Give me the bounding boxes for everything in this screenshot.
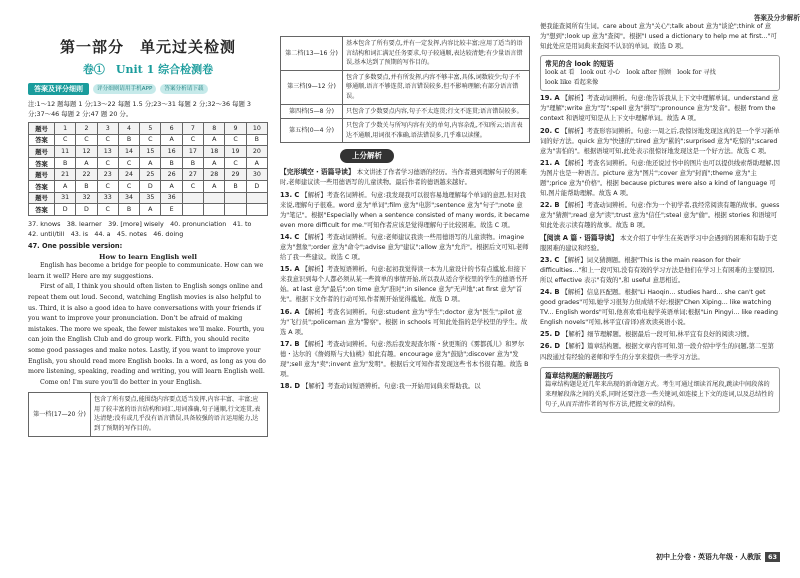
- answer-cell: 18: [204, 146, 225, 158]
- item-text: 本文讲述了作者学习德语的经历。当作者遇到理解句子的困难时,老师建议读一些用德语写的儿童读物。最后作者的德语越来越好。: [280, 169, 527, 187]
- footer-text: 初中上分卷・英语九年级・人教版: [655, 553, 761, 561]
- answer-cell: 17: [182, 146, 203, 158]
- page-title: 第一部分 单元过关检测: [59, 38, 236, 56]
- grade-table-part1: [28, 392, 268, 436]
- answer-cell: C: [225, 157, 246, 169]
- answer-cell: 36: [161, 192, 182, 204]
- answer-cell: 28: [204, 169, 225, 181]
- explanation-item: [280, 339, 530, 380]
- item-number: 20. C: [540, 126, 560, 135]
- item-number: 17. B: [280, 339, 300, 348]
- answer-cell: A: [76, 157, 97, 169]
- grade-level: 第五档(0—4 分): [281, 119, 343, 143]
- answer-cell: 19: [225, 146, 246, 158]
- item-number: 25. D: [540, 330, 561, 339]
- explanation-item: [540, 93, 780, 124]
- answer-cell: 22: [76, 169, 97, 181]
- explanation-item: [540, 233, 780, 254]
- answer-cell: B: [225, 180, 246, 192]
- answer-row: [29, 134, 268, 146]
- tip-box: [540, 367, 780, 413]
- tip-box-title: 篇章结构题的解题技巧: [545, 371, 613, 380]
- answer-cell: 8: [204, 123, 225, 135]
- explanation-continued: 便我能查阅所有生词。care about 意为"关心";talk about 意为"谈论";think of 意为"想到";look up 意为"查阅"。根据"I used a dictionary to help me at first..."可知此处应是用词典来查阅不认识的单词。故选 D 项。: [540, 23, 777, 51]
- explanation-item: [540, 126, 780, 157]
- grade-row: [281, 70, 530, 104]
- item-number: 16. A: [280, 307, 300, 316]
- tip-box-body: 篇章结构题是近几年来出现的新命题方式。考生可通过细读首尾段,跳读中间段落的来理解段落之间的关系,同时还要注意一些关键词,如连接上下文的连词,以及总结性的句子,从而弄清作者的写作方法,把握文章的结构。: [545, 380, 774, 408]
- essay-body: [28, 261, 268, 388]
- explanation-list: [540, 93, 780, 362]
- item-text: 【解析】考查形容词辨析。句意:一周之后,我惊讶地发现这真的是一个学习新单词的好方法。quick 意为"快速的";tired 意为"累的";surprised 意为"吃惊的";scared 意为"害怕的"。根据语境可知,此处表示很惊讶地发现这是一个好方法。故选 C 项。: [540, 127, 780, 155]
- section-title: 上分解析: [340, 149, 394, 163]
- answer-cell: B: [76, 180, 97, 192]
- answer-cell: C: [55, 134, 76, 146]
- answer-row: [29, 123, 268, 135]
- answer-row-label: 题号: [29, 123, 55, 135]
- answer-row-label: 答案: [29, 180, 55, 192]
- explanation-item: [280, 167, 530, 188]
- grade-table-part2: [280, 36, 530, 143]
- answer-cell: 24: [118, 169, 139, 181]
- item-number: 21. A: [540, 158, 560, 167]
- grade-row: [281, 119, 530, 143]
- answer-cell: [182, 192, 203, 204]
- answer-bar: [28, 83, 268, 95]
- item-number: 24. B: [540, 287, 560, 296]
- essay-paragraph: Come on! I'm sure you'll do better in your English.: [40, 378, 202, 386]
- answer-cell: A: [55, 180, 76, 192]
- grade-desc: 包含了所有要点,能围绕内容要点适当发挥,内容丰富、丰富;应用了较丰富的语言结构和词汇,用词准确,句子通顺,行文连贯,表达清楚;没有或几乎没有语言错误,具备较强的语言运用能力,达到了预期的写作目的。: [91, 393, 268, 436]
- answer-cell: 23: [97, 169, 118, 181]
- explanation-item: [280, 381, 530, 392]
- fill-line: 37. knows 38. learner 39. [more] wisely 40. pronunciation 41. to: [28, 219, 252, 228]
- answer-cell: 32: [76, 192, 97, 204]
- answer-cell: C: [97, 134, 118, 146]
- answer-cell: B: [246, 134, 267, 146]
- answer-cell: [225, 192, 246, 204]
- answer-cell: A: [161, 180, 182, 192]
- answer-cell: 21: [55, 169, 76, 181]
- answer-cell: C: [76, 134, 97, 146]
- grade-level: 第二档(13—16 分): [281, 37, 343, 71]
- grade-row: [29, 393, 268, 436]
- answer-bar-pill: 评分细则请用手机APP: [93, 84, 156, 94]
- answer-cell: 33: [97, 192, 118, 204]
- answer-row-label: 答案: [29, 157, 55, 169]
- answer-cell: D: [246, 180, 267, 192]
- answer-cell: C: [97, 204, 118, 216]
- answer-row: [29, 192, 268, 204]
- page-footer: [656, 552, 780, 562]
- item-text: 【解析】篇章结构题。根据文章内容可知,第一段介绍中学生的问题,第二至第四段通过有经验的老师和学生的分享来提供一些学习方法。: [540, 343, 774, 361]
- grade-row: [281, 104, 530, 119]
- item-text: 【解析】考查名词辨析。句意:student 意为"学生";doctor 意为"医生";pilot 意为"飞行员";policeman 意为"警察"。根据 in schools 可知此处指的是学校里的学生。故选 A 项。: [280, 308, 528, 336]
- answer-cell: [246, 204, 267, 216]
- knowledge-line: look at 看 look out 小心 look after 照顾 look for 寻找: [545, 69, 716, 77]
- essay-heading: 47. One possible version:: [28, 242, 123, 251]
- answer-cell: 9: [225, 123, 246, 135]
- answer-cell: D: [55, 204, 76, 216]
- answer-cell: C: [97, 180, 118, 192]
- answer-row-label: 题号: [29, 146, 55, 158]
- explanation-list: [280, 167, 530, 392]
- knowledge-box-title: 常见的含 look 的短语: [545, 60, 614, 69]
- answer-cell: 14: [118, 146, 139, 158]
- knowledge-line: look like 看起来像: [545, 79, 599, 87]
- answer-cell: D: [140, 180, 161, 192]
- answer-cell: 25: [140, 169, 161, 181]
- item-number: 23. C: [540, 255, 560, 264]
- answer-cell: 26: [161, 169, 182, 181]
- item-text: 【解析】考查动词辨析。句意:作为一个初学者,我经常阅读有趣的故事。guess 意为"猜测";read 意为"读";trust 意为"信任";steal 意为"偷"。根据 stories 和语境可知此处表示读有趣的故事。故选 B 项。: [540, 202, 780, 230]
- answer-row: [29, 146, 268, 158]
- answer-cell: 7: [182, 123, 203, 135]
- essay-title: How to learn English well: [99, 253, 197, 262]
- answer-row: [29, 180, 268, 192]
- explanation-item: [280, 264, 530, 305]
- answer-row: [29, 169, 268, 181]
- answer-cell: A: [204, 134, 225, 146]
- answer-row-label: 题号: [29, 192, 55, 204]
- essay-paragraph: First of all, I think you should often listen to English songs online and repeat them out loud. Second, watching English movies is also helpful to us. Third, it is also a good idea to have conversations with your friends if you want to improve your pronunciation. Don't be afraid of making mistakes. The more we speak, the fewer mistakes we'll make. Fourth, you can join the English Club and do group work. Fifth, you should recite some good passages and make notes. Lastly, if you want to improve your English, you should read more English books. In a word, as long as you do more listening, speaking, reading and writing, you will learn English well.: [28, 283, 266, 376]
- page-header: 答案及分步解析: [753, 14, 800, 22]
- item-number: 15. A: [280, 265, 300, 274]
- answer-cell: 13: [97, 146, 118, 158]
- answer-cell: A: [204, 157, 225, 169]
- item-number: 26. D: [540, 342, 561, 351]
- item-number: 【阅读 A 篇・语篇导读】: [540, 233, 618, 242]
- answer-cell: C: [97, 157, 118, 169]
- answer-cell: B: [55, 157, 76, 169]
- answer-cell: 35: [140, 192, 161, 204]
- answer-cell: 15: [140, 146, 161, 158]
- answer-cell: A: [246, 157, 267, 169]
- answer-cell: [204, 192, 225, 204]
- item-text: 【解析】考查动词辨析。句意:他告诉我从上下文中理解单词。understand 意为"理解";write 意为"写";spell 意为"拼写";pronounce 意为"发音"。根据 from the context 和语境可知是从上下文中理解单词。故选 A 项。: [540, 95, 779, 123]
- answer-cell: B: [118, 204, 139, 216]
- answer-cell: 27: [182, 169, 203, 181]
- grade-desc: 基本包含了所有要点,并有一定发挥,内容比较丰富;应用了适当的语言结构和词汇满足任务要求,句子较通顺,表达较清楚;有少量语言错误,基本达到了预期的写作目的。: [343, 37, 530, 71]
- answer-cell: B: [182, 157, 203, 169]
- answer-cell: [204, 204, 225, 216]
- answer-cell: 1: [55, 123, 76, 135]
- answer-cell: B: [161, 157, 182, 169]
- score-note: 注:1～12 题每题 1 分;13～22 每题 1.5 分;23～31 每题 2 分;32～36 每题 3 分;37～46 每题 2 分;47 题 20 分。: [28, 100, 251, 118]
- answer-cell: C: [225, 134, 246, 146]
- grade-level: 第四档(5—8 分): [281, 104, 343, 119]
- item-text: 【解析】词义猜测题。根据"This is the main reason for their difficulties..."和上一段可知,没有有效的学习方法是他们在学习上有困难的主要原因,所以 effective 表示"有效的",和 useful 意思相近。: [540, 256, 775, 284]
- grade-desc: 只包含了少数关与所写内容有关的单句,内容杂乱,不知所云;语言表达不通顺,用词很不准确,语法错误多,几乎难以读懂。: [343, 119, 530, 143]
- answer-cell: C: [182, 134, 203, 146]
- explanation-item: [280, 307, 530, 338]
- page-subtitle: 卷① Unit 1 综合检测卷: [82, 63, 214, 76]
- answer-cell: [246, 192, 267, 204]
- item-number: 19. A: [540, 94, 560, 103]
- answer-bar-pill: 答案分析请下载: [160, 84, 207, 94]
- item-text: 【解析】考查动词辨析。句意:老师建议我读一些用德语写的儿童读物。imagine 意为"想象";order 意为"命令";advise 意为"建议";allow 意为"允许"。根据后文可知,老师给了我一些建议。故选 C 项。: [280, 233, 529, 262]
- item-text: 本文介绍了中学生在英语学习中会遇到的困难和有助于克服困难的建议和经验。: [540, 234, 778, 252]
- answer-cell: C: [118, 180, 139, 192]
- answer-cell: C: [140, 134, 161, 146]
- fill-line: 42. until/till 43. is 44. a 45. notes 46. doing: [28, 229, 184, 238]
- grade-desc: 只包含了少数要点内容,句子不太连贯;行文不连贯;语言错误较多。: [343, 104, 530, 119]
- answer-cell: C: [182, 180, 203, 192]
- column-left: [28, 0, 268, 578]
- answer-cell: 3: [97, 123, 118, 135]
- grade-level: 第三档(9—12 分): [281, 70, 343, 104]
- answer-cell: B: [118, 134, 139, 146]
- item-number: 【完形填空・语篇导读】: [280, 168, 355, 177]
- answer-cell: 29: [225, 169, 246, 181]
- item-text: 【解析】信息匹配题。根据"Li Haoqin... studies hard... she can't get good grades"可知,她学习很努力但成绩不好;根据"Chen Xiping... like watching TV... English words"可知,他喜欢看电视学英语单词;根据"Lin Pingyi... like reading English novels"可知,林平宜(音译)喜欢读英语小说。: [540, 288, 779, 327]
- fill-answers: [28, 219, 268, 239]
- answer-cell: D: [76, 204, 97, 216]
- answer-cell: 6: [161, 123, 182, 135]
- item-number: 13. C: [280, 190, 300, 199]
- answer-row-label: 答案: [29, 134, 55, 146]
- answer-cell: [182, 204, 203, 216]
- explanation-item: [540, 341, 780, 362]
- answer-cell: 31: [55, 192, 76, 204]
- item-text: 【解析】考查名词辨析。句意:他还说过书中的图片也可以提供线索帮助理解,因为图片也是一种语言。picture 意为"图片";cover 意为"封面";theme 意为"主题";price 意为"价格"。根据 because pictures were also a kind of language 可知,图片能帮助理解。故选 A 项。: [540, 159, 780, 198]
- answer-cell: A: [204, 180, 225, 192]
- essay-paragraph: English has become a bridge for people to communicate. How can we learn it well? Here are my suggestions.: [28, 262, 264, 280]
- item-text: 【解析】考查名词辨析。句意:我发现我可以很容易地理解每个单词的意思,但对我来说,理解句子很难。word 意为"单词";film 意为"电影";sentence 意为"句子";note 意为"笔记"。根据"Especially when a sentence consisted of many words, it became even more difficult for me."可知作者应该是觉得理解句子比较困难。故选 C 项。: [280, 191, 530, 229]
- item-text: 【解析】细节理解题。根据最后一段可知,林平宜有良好的阅读习惯。: [562, 331, 753, 339]
- item-number: 22. B: [540, 201, 560, 210]
- answer-row-label: 答案: [29, 204, 55, 216]
- answer-cell: C: [118, 157, 139, 169]
- answer-cell: 5: [140, 123, 161, 135]
- answer-row: [29, 157, 268, 169]
- item-text: 【解析】考查动词短语辨析。句意:我一开始用词典来帮助我。以: [302, 383, 481, 391]
- column-right: [540, 0, 780, 578]
- answer-cell: 4: [118, 123, 139, 135]
- item-text: 【解析】考查动词辨析。句意:然后我发现查尔斯・狄更斯的《雾都孤儿》和罗尔德・达尔的《詹姆斯与大仙桃》如此有趣。encourage 意为"鼓励";discover 意为"发现";sell 意为"卖";invent 意为"发明"。根据后文可知作者发现这些书本书很有趣。故选 B 项。: [280, 340, 529, 379]
- answer-cell: A: [161, 134, 182, 146]
- explanation-item: [540, 200, 780, 231]
- explanation-item: [540, 255, 780, 286]
- answer-row: [29, 204, 268, 216]
- explanation-item: [540, 329, 780, 340]
- answer-cell: 10: [246, 123, 267, 135]
- answer-bar-label: 答案及评分细则: [28, 83, 89, 95]
- explanation-item: [540, 287, 780, 328]
- item-number: 14. C: [280, 232, 300, 241]
- answer-cell: 30: [246, 169, 267, 181]
- answer-cell: 34: [118, 192, 139, 204]
- answer-cell: 2: [76, 123, 97, 135]
- item-number: 18. D: [280, 382, 301, 391]
- explanation-item: [280, 232, 530, 263]
- grade-level: 第一档(17—20 分): [29, 393, 91, 436]
- answer-cell: 11: [55, 146, 76, 158]
- knowledge-box: [540, 55, 780, 91]
- answer-row-label: 题号: [29, 169, 55, 181]
- answer-cell: E: [161, 204, 182, 216]
- grade-row: [281, 37, 530, 71]
- column-middle: [280, 0, 530, 578]
- item-text: 【解析】考查短语辨析。句意:起初我觉得读一本为儿童设计的书有点尴尬,但接下来我意识到每个人都必须从某一些简单的事情开始,所以我从适合学校里的学生的德语书开始。at last 意为"最后";on time 意为"准时";in silence 意为"无声地";at first 意为"首先"。根据下文作者的行动可知,作者刚开始觉得尴尬。故选 D 项。: [280, 266, 528, 304]
- answer-cell: A: [140, 204, 161, 216]
- page-number: 63: [765, 552, 780, 562]
- answer-key-table: [28, 122, 268, 216]
- explanation-item: [540, 158, 780, 199]
- grade-desc: 包含了多数要点,并有所发挥,内容不够丰富,具体,词数较少;句子不够通顺,语言不够连贯,语言错误较多,但不影响理解;有部分语言错误。: [343, 70, 530, 104]
- answer-cell: A: [140, 157, 161, 169]
- answer-cell: 12: [76, 146, 97, 158]
- answer-cell: [225, 204, 246, 216]
- section-bar: [340, 149, 530, 163]
- explanation-item: [280, 190, 530, 231]
- answer-cell: 20: [246, 146, 267, 158]
- answer-cell: 16: [161, 146, 182, 158]
